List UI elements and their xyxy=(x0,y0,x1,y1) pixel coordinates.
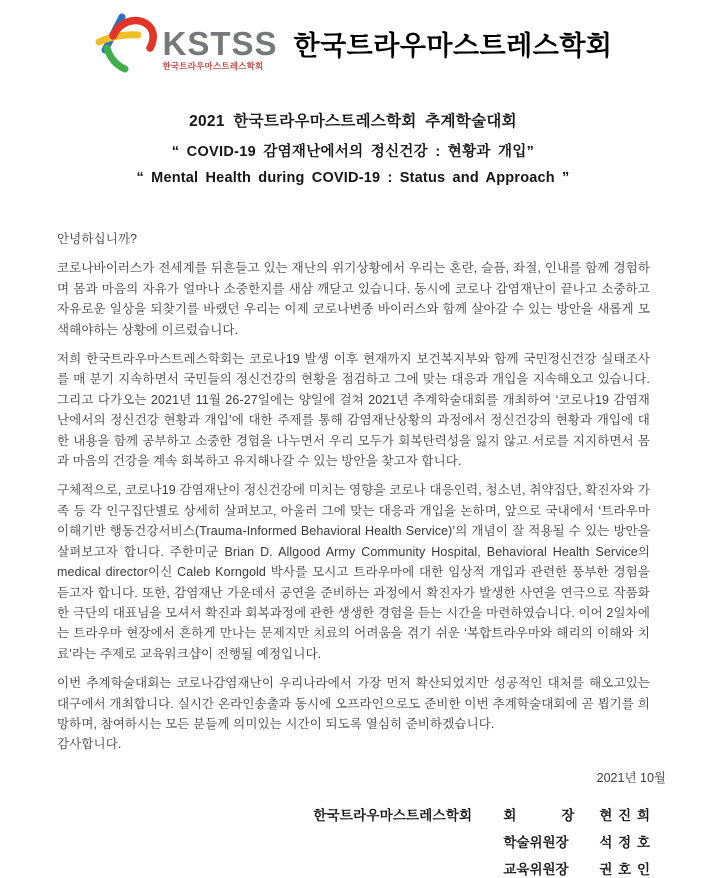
paragraph-1: 코로나바이러스가 전세계를 뒤흔들고 있는 재난의 위기상황에서 우리는 혼란, 슬픔, 좌절, 인내를 함께 경험하며 몸과 마음의 자유가 얼마나 소중한지를 새삼 깨닫고 있습니다. 동시에 코로나 감염재난이 끝나고 소중하고 자유로운 일상을 되찾기를 바랬던 우리는 이제 코로나변종 바이러스와 함께 살아갈 수 있는 방안을 새롭게 모색해야하는 상황에 이르렀습니다. xyxy=(57,261,650,337)
conference-subtitle-korean: “ COVID-19 감염재난에서의 정신건강 : 현황과 개입” xyxy=(171,144,535,160)
kstss-logo xyxy=(93,13,277,73)
signature-org: 한국트라우마스트레스학회 xyxy=(313,807,473,823)
signature-block xyxy=(313,804,650,878)
signature-name-education-chair: 권 호 인 xyxy=(599,861,650,877)
conference-title: 2021 한국트라우마스트레스학회 추계학술대회 xyxy=(189,113,517,130)
closing-line: 감사합니다. xyxy=(57,737,122,752)
date-line: 2021년 10월 xyxy=(596,770,666,785)
logo-stroke-yellow xyxy=(99,35,138,42)
kstss-logo-mark-icon xyxy=(93,13,161,73)
conference-subtitle-english: “ Mental Health during COVID-19 : Status and Approach ” xyxy=(136,170,570,186)
conference-title-block xyxy=(0,109,706,186)
paragraph-4: 이번 추계학술대회는 코로나감염재난이 우리나라에서 가장 먼저 확산되었지만 성공적인 대처를 해오고있는 대구에서 개최합니다. 실시간 온라인송출과 동시에 오프라인으로도 준비한 이번 추계학술대회에 곧 뵙기를 희망하며, 참여하시는 모든 분들께 의미있는 시간이 되도록 열심히 준비하겠습니다. xyxy=(57,676,650,731)
organization-title: 한국트라우마스트레스학회 xyxy=(293,31,613,61)
greeting-line: 안녕하십니까? xyxy=(57,232,138,246)
logo-subtext: 한국트라우마스트레스학회 xyxy=(162,61,264,71)
signature-role-president: 회 장 xyxy=(503,807,575,823)
signature-role-education-chair: 교육위원장 xyxy=(503,861,569,877)
signature-name-academic-chair: 석 정 호 xyxy=(599,834,650,850)
logo-stroke-green xyxy=(107,48,125,69)
header xyxy=(0,0,706,73)
signature-name-president: 현 진 희 xyxy=(599,807,650,823)
signature-role-academic-chair: 학술위원장 xyxy=(503,834,569,850)
paragraph-2: 저희 한국트라우마스트레스학회는 코로나19 발생 이후 현재까지 보건복지부와 함께 국민정신건강 실태조사를 매 분기 지속하면서 국민들의 정신건강의 현황을 점검하고 그에 맞는 대응과 개입을 지속해오고 있습니다. 그리고 다가오는 2021년 11월 26-27일에는 양일에 걸쳐 2021년 추계학술대회를 개최하여 ‘코로나19 감염재난에서의 정신건강 현황과 개입’에 대한 주제를 통해 감염재난상황의 과정에서 정신건강의 현황과 개입에 대한 내용을 함께 공부하고 소중한 경험을 나누면서 우리 모두가 회복탄력성을 잃지 않고 서로를 지지하면서 몸과 마음의 건강을 계속 회복하고 유지해나갈 수 있는 방안을 찾고자 합니다. xyxy=(57,352,650,469)
letter-body xyxy=(57,229,650,755)
logo-text-column xyxy=(162,24,278,72)
logo-acronym: KSTSS xyxy=(162,24,278,62)
paragraph-3: 구체적으로, 코로나19 감염재난이 정신건강에 미치는 영향을 코로나 대응인력, 청소년, 취약집단, 확진자와 가족 등 각 인구집단별로 상세히 살펴보고, 아울러 그에 맞는 대응과 개입을 논하며, 앞으로 국내에서 ‘트라우마 이해기반 행동건강서비스(Trauma-Informed Behavioral Health Service)’의 개념이 잘 적용될 수 있는 방안을 살펴보고자 합니다. 주한미군 Brian D. Allgood Army Community Hospital, Behavioral Health Service의 medical director이신 Caleb Korngold 박사를 모시고 트라우마에 대한 임상적 개입과 관련한 풍부한 경험을 듣고자 합니다. 또한, 감염재난 가운데서 공연을 준비하는 과정에서 확진자가 발생한 사연을 연극으로 작품화한 극단의 대표님을 모셔서 확진과 회복과정에 관한 생생한 경험을 듣는 시간을 마련하였습니다. 이어 2일차에는 트라우마 현장에서 흔하게 만나는 문제지만 치료의 어려움을 겪기 쉬운 ‘복합트라우마와 해리의 이해와 치료’라는 주제로 교육워크샵이 진행될 예정입니다. xyxy=(57,483,650,661)
